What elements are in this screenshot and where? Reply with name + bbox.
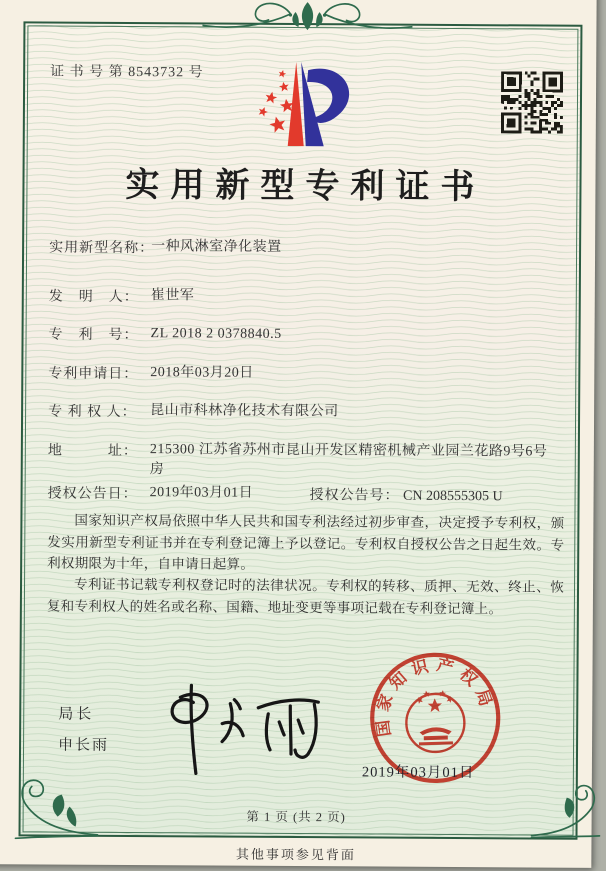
- field-value: ZL 2018 2 0378840.5: [150, 326, 282, 342]
- grant-date-label: 授权公告日：: [47, 486, 138, 503]
- field-row-address: [48, 440, 568, 483]
- grant-date-value: 2019年03月01日: [149, 485, 254, 501]
- field-row-grant: [48, 483, 568, 506]
- director-name: 申长雨: [58, 737, 110, 754]
- page-indicator: 第 1 页 (共 2 页): [246, 809, 346, 825]
- field-label: 专 利 号：: [48, 327, 139, 344]
- grant-number-value: CN 208555305 U: [403, 488, 503, 505]
- field-value: 一种风淋室净化装置: [151, 239, 282, 255]
- back-note: 其他事项参见背面: [235, 846, 356, 863]
- legal-paragraph-1: 国家知识产权局依照中华人民共和国专利法经过初步审查，决定授予专利权，颁发实用新型专利证书并在专利登记簿上予以登记。专利权自授权公告之日起生效。专利权期限为十年，自申请日起算。: [47, 512, 565, 572]
- field-label: 地 址：: [47, 443, 138, 460]
- handwritten-signature-icon: [146, 679, 337, 780]
- field-value: 昆山市科林净化技术有限公司: [150, 403, 339, 420]
- field-row-name: [49, 237, 569, 260]
- cnipa-logo-icon: [234, 56, 371, 153]
- qr-code: [501, 71, 563, 133]
- top-flourish-ornament: [202, 0, 412, 41]
- field-label: 专 利 权 人：: [48, 404, 137, 421]
- director-title: 局长: [58, 706, 95, 723]
- legal-paragraph-2: 专利证书记载专利权登记时的法律状况。专利权的转移、质押、无效、终止、恢复和专利权人的姓名或名称、国籍、地址变更等事项记载在专利登记簿上。: [46, 576, 565, 616]
- field-value: 215300 江苏省苏州市昆山开发区精密机械产业园兰花路9号6号房: [149, 442, 548, 478]
- field-row-patent-number: [49, 324, 569, 347]
- field-row-filing-date: [48, 363, 568, 386]
- bottom-left-flourish-ornament: [5, 754, 101, 840]
- field-label: 发 明 人：: [48, 289, 139, 306]
- field-row-inventor: [49, 286, 569, 309]
- field-label: 专利申请日：: [48, 366, 139, 383]
- field-label: 实用新型名称：: [49, 240, 155, 257]
- svg-text:国家知识产权局: [371, 652, 499, 737]
- field-value: 崔世军: [150, 288, 195, 304]
- seal-arc-text: 国家知识产权局: [372, 654, 498, 738]
- grant-number-pair: [310, 484, 503, 505]
- field-value: 2018年03月20日: [150, 365, 254, 381]
- field-row-patentee: [48, 401, 568, 424]
- certificate-number: 证 书 号 第 8543732 号: [50, 64, 204, 81]
- seal-date: 2019年03月01日: [361, 764, 475, 782]
- bottom-right-flourish-ornament: [529, 759, 601, 839]
- grant-number-label: 授权公告号：: [309, 488, 400, 504]
- certificate-title: 实用新型专利证书: [125, 166, 486, 207]
